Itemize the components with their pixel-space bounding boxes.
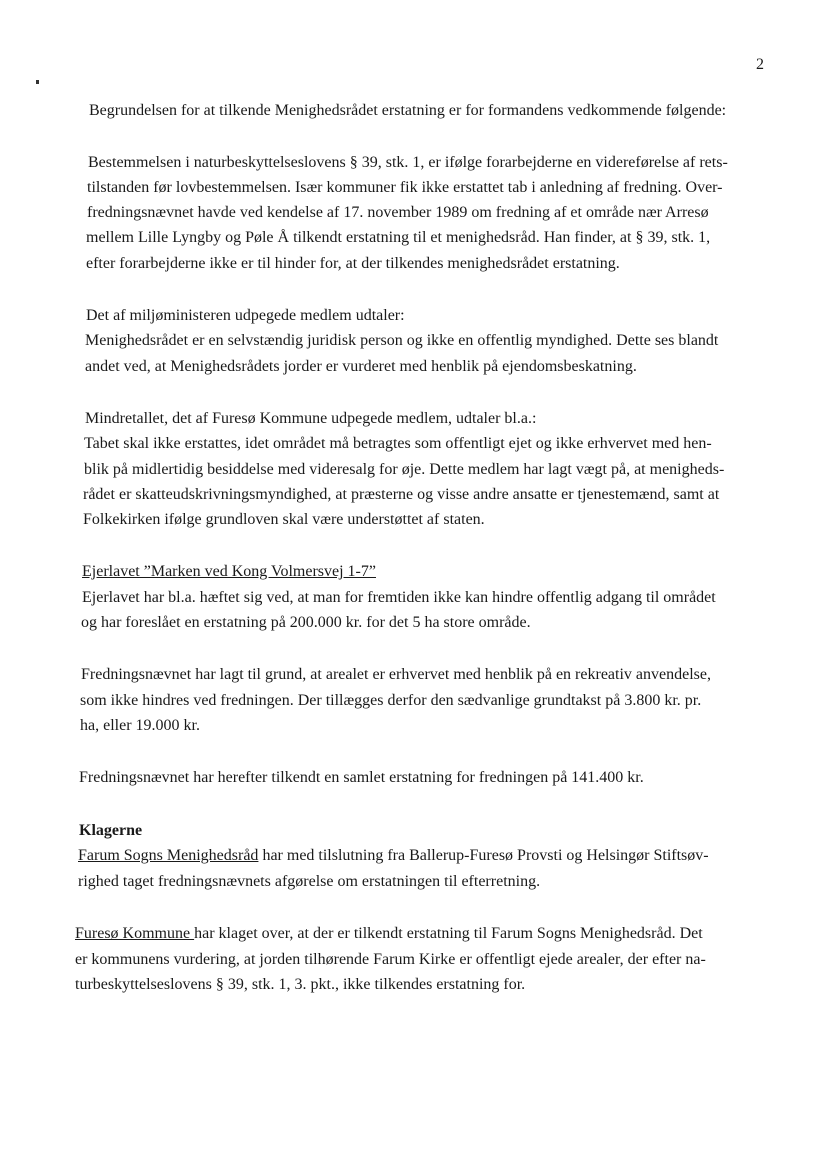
paragraph-line: tilstanden før lovbestemmelsen. Især kommuner fik ikke erstattet tab i anledning af fredning. Over- [87,179,723,196]
paragraph-line: Mindretallet, det af Furesø Kommune udpegede medlem, udtaler bl.a.: [85,410,537,427]
paragraph-line: fredningsnævnet havde ved kendelse af 17. november 1989 om fredning af et område nær Arresø [87,204,709,221]
paragraph-line: Folkekirken ifølge grundloven skal være understøttet af staten. [83,511,485,528]
paragraph-line: mellem Lille Lyngby og Pøle Å tilkendt erstatning til et menighedsråd. Han finder, at § 39, stk. 1, [86,229,711,246]
underlined-party: Furesø Kommune [75,925,195,942]
paragraph-line: er kommunens vurdering, at jorden tilhørende Farum Kirke er offentligt ejede arealer, der efter na- [75,951,706,968]
paragraph-text: har med tilslutning fra Ballerup-Furesø Provsti og Helsingør Stiftsøv- [258,847,709,864]
paragraph-line: rådet er skatteudskrivningsmyndighed, at præsterne og visse andre ansatte er tjenestemænd, samt at [83,486,720,503]
paragraph-line: ha, eller 19.000 kr. [80,717,200,734]
paragraph-line: Menighedsrådet er en selvstændig juridisk person og ikke en offentlig myndighed. Dette ses blandt [85,332,719,349]
paragraph-line: Tabet skal ikke erstattes, idet området må betragtes som offentligt ejet og ikke erhvervet med hen- [84,435,712,452]
paragraph-line: righed taget fredningsnævnets afgørelse om erstatningen til efterretning. [78,873,541,890]
paragraph-line: og har foreslået en erstatning på 200.000 kr. for det 5 ha store område. [81,614,531,631]
section-heading: Ejerlavet ”Marken ved Kong Volmersvej 1-7” [82,563,376,580]
paragraph-line: blik på midlertidig besiddelse med videresalg for øje. Dette medlem har lagt vægt på, at menigheds- [84,461,725,478]
paragraph-line: Fredningsnævnet har lagt til grund, at arealet er erhvervet med henblik på en rekreativ anvendelse, [81,666,711,683]
paragraph-line [78,847,709,865]
paragraph-line: Bestemmelsen i naturbeskyttelseslovens § 39, stk. 1, er ifølge forarbejderne en videreførelse af rets- [88,154,728,171]
paragraph-line: Ejerlavet har bl.a. hæftet sig ved, at man for fremtiden ikke kan hindre offentlig adgang til området [82,589,716,606]
page-number: 2 [756,56,764,73]
paragraph-line [75,925,703,943]
paragraph-line: Det af miljøministeren udpegede medlem udtaler: [86,307,405,324]
paragraph-line: Begrundelsen for at tilkende Menighedsrådet erstatning er for formandens vedkommende følgende: [89,102,727,119]
paragraph-text: har klaget over, at der er tilkendt erstatning til Farum Sogns Menighedsråd. Det [194,925,703,942]
paragraph-line: andet ved, at Menighedsrådets jorder er vurderet med henblik på ejendomsbeskatning. [85,358,637,375]
paragraph-line: efter forarbejderne ikke er til hinder for, at der tilkendes menighedsrådet erstatning. [86,255,620,272]
underlined-party: Farum Sogns Menighedsråd [78,847,259,864]
paragraph-line: turbeskyttelseslovens § 39, stk. 1, 3. pkt., ikke tilkendes erstatning for. [75,976,526,993]
paragraph-line: Fredningsnævnet har herefter tilkendt en samlet erstatning for fredningen på 141.400 kr. [79,769,644,786]
paragraph-line: som ikke hindres ved fredningen. Der tillægges derfor den sædvanlige grundtakst på 3.800 kr. pr. [80,692,702,709]
section-heading: Klagerne [79,822,143,839]
scan-speck [36,80,39,84]
